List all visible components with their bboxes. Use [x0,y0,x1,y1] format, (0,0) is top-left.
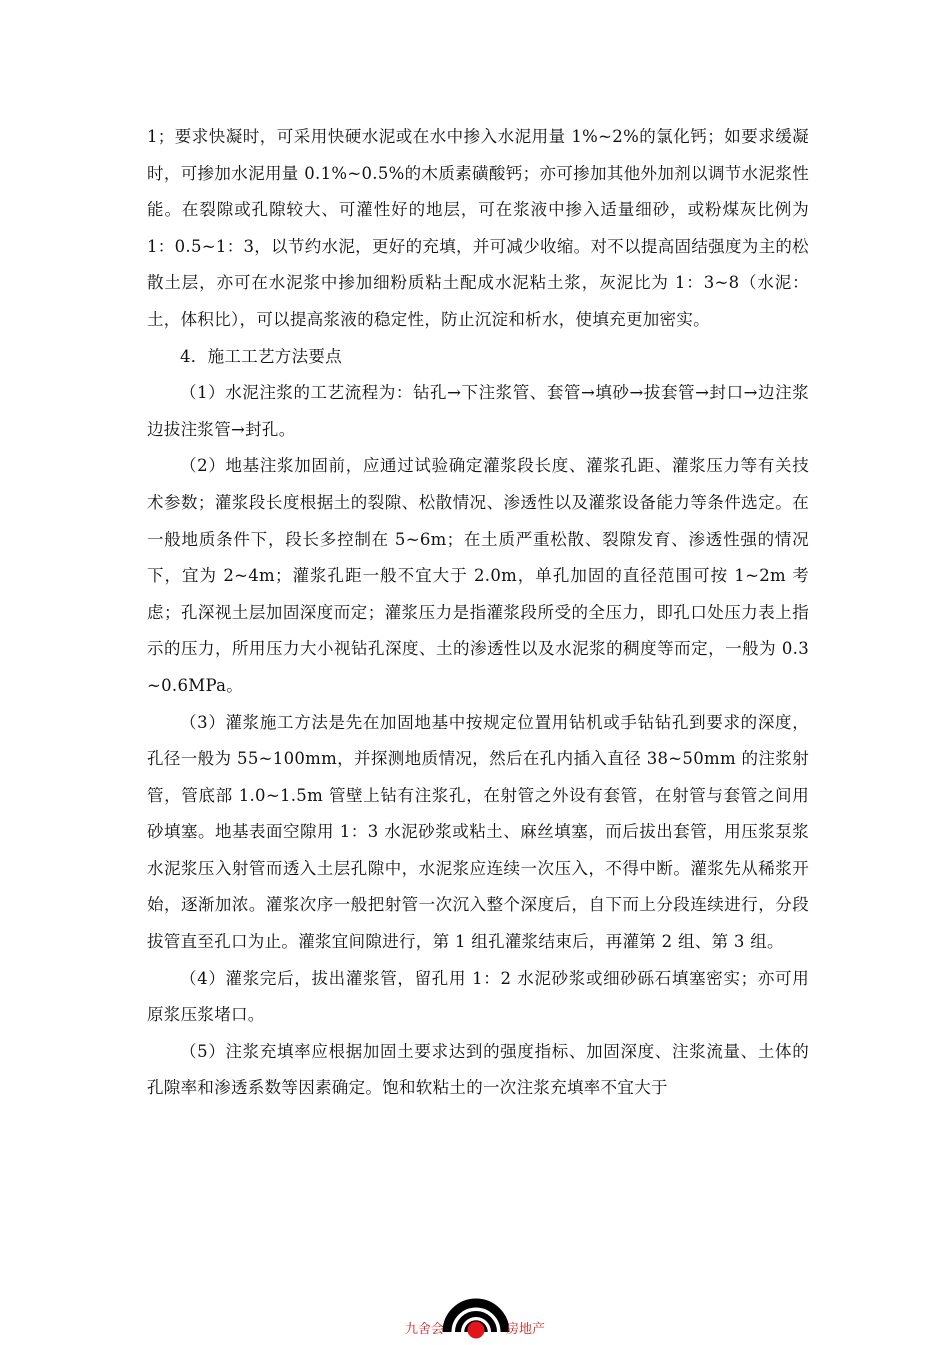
paragraph-item-3: （3）灌浆施工方法是先在加固地基中按规定位置用钻机或手钻钻孔到要求的深度，孔径一般为 55~100mm，并探测地质情况，然后在孔内插入直径 38~50mm 的注浆射管，管底部 1.0~1.5m 管壁上钻有注浆孔，在射管之外设有套管，在射管与套管之间用砂填塞。地基表面空隙用 1：3 水泥砂浆或粘土、麻丝填塞，而后拔出套管，用压浆泵浆水泥浆压入射管而透入土层孔隙中，水泥浆应连续一次压入，不得中断。灌浆先从稀浆开始，逐渐加浓。灌浆次序一般把射管一次沉入整个深度后，自下而上分段连续进行，分段拔管直至孔口为止。灌浆宜间隙进行，第 1 组孔灌浆结束后，再灌第 2 组、第 3 组。 [147,712,809,952]
paragraph-item-4: （4）灌浆完后，拔出灌浆管，留孔用 1：2 水泥砂浆或细砂砾石填塞密实；亦可用原浆压浆堵口。 [147,968,809,1025]
footer-brand-left: 九舍会 [405,1322,445,1337]
paragraph-item-2: （2）地基注浆加固前，应通过试验确定灌浆段长度、灌浆孔距、灌浆压力等有关技术参数；灌浆段长度根据土的裂隙、松散情况、渗透性以及灌浆设备能力等条件选定。在一般地质条件下，段长多控制在 5~6m；在土质严重松散、裂隙发育、渗透性强的情况下，宜为 2~4m；灌浆孔距一般不宜大于 2.0m，单孔加固的直径范围可按 1~2m 考虑；孔深视土层加固深度而定；灌浆压力是指灌浆段所受的全压力，即孔口处压力表上指示的压力，所用压力大小视钻孔深度、土的渗透性以及水泥浆的稠度等而定，一般为 0.3~0.6MPa。 [147,456,809,695]
footer-brand-right: 房地产 [506,1322,546,1337]
paragraph-item-5: （5）注浆充填率应根据加固土要求达到的强度指标、加固深度、注浆流量、土体的孔隙率和渗透系数等因素确定。饱和软粘土的一次注浆充填率不宜大于 [147,1041,809,1098]
paragraph-continuation: 1；要求快凝时，可采用快硬水泥或在水中掺入水泥用量 1%~2%的氯化钙；如要求缓凝时，可掺加水泥用量 0.1%~0.5%的木质素磺酸钙；亦可掺加其他外加剂以调节水泥浆性能。在裂隙或孔隙较大、可灌性好的地层，可在浆液中掺入适量细砂，或粉煤灰比例为 1：0.5~1：3，以节约水泥，更好的充填，并可减少收缩。对不以提高固结强度为主的松散土层，亦可在水泥浆中掺加细粉质粘土配成水泥粘土浆，灰泥比为 1：3~8（水泥：土，体积比），可以提高浆液的稳定性，防止沉淀和析水，使填充更加密实。 [147,127,809,329]
concentric-arcs-logo-icon [441,1276,511,1340]
document-body [147,119,809,1107]
page-footer [0,1270,950,1340]
paragraph-item-1: （1）水泥注浆的工艺流程为：钻孔→下注浆管、套管→填砂→拔套管→封口→边注浆边拔注浆管→封孔。 [147,383,809,439]
section-heading: 4．施工工艺方法要点 [180,346,342,366]
